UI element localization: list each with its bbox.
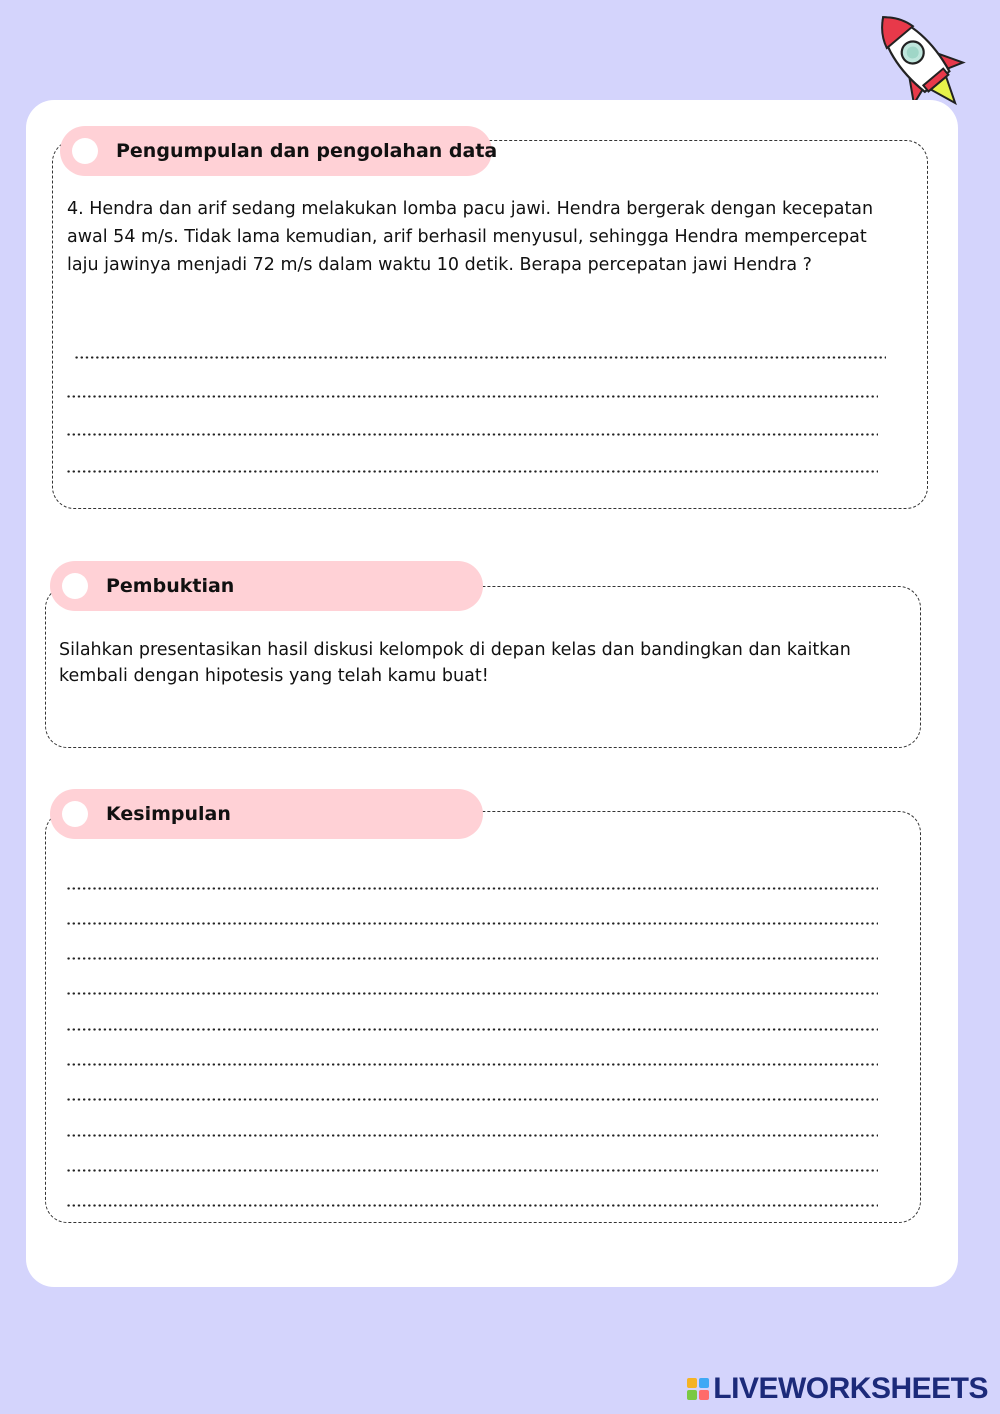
answer-line[interactable] — [66, 470, 878, 473]
conclusion-line[interactable] — [66, 1134, 878, 1137]
section-proof-header — [50, 561, 483, 611]
answer-line[interactable] — [66, 433, 878, 436]
bullet-dot-icon — [62, 573, 88, 599]
conclusion-line[interactable] — [66, 887, 878, 890]
brand-name: LIVEWORKSHEETS — [713, 1372, 988, 1405]
conclusion-line[interactable] — [66, 1028, 878, 1031]
answer-line[interactable] — [74, 356, 886, 359]
section-conclusion-header — [50, 789, 483, 839]
conclusion-line[interactable] — [66, 1063, 878, 1066]
question-text: 4. Hendra dan arif sedang melakukan lomba pacu jawi. Hendra bergerak dengan kecepatan awal 54 m/s. Tidak lama kemudian, arif berhasil menyusul, sehingga Hendra mempercepat laju jawinya menjadi 72 m/s dalam waktu 10 detik. Berapa percepatan jawi Hendra ? — [67, 199, 874, 275]
proof-instruction: Silahkan presentasikan hasil diskusi kelompok di depan kelas dan bandingkan dan kaitkan kembali dengan hipotesis yang telah kamu buat! — [59, 640, 851, 686]
bullet-dot-icon — [62, 801, 88, 827]
bullet-dot-icon — [72, 138, 98, 164]
liveworksheets-brand[interactable] — [687, 1372, 988, 1406]
section-conclusion-title: Kesimpulan — [106, 803, 231, 825]
conclusion-line[interactable] — [66, 1098, 878, 1101]
conclusion-line[interactable] — [66, 957, 878, 960]
section-proof-title: Pembuktian — [106, 575, 235, 597]
section-conclusion-box — [45, 811, 921, 1223]
section-data-title: Pengumpulan dan pengolahan data — [116, 140, 498, 162]
conclusion-line[interactable] — [66, 922, 878, 925]
conclusion-line[interactable] — [66, 1169, 878, 1172]
rocket-icon — [852, 0, 977, 108]
section-data-header — [60, 126, 498, 176]
answer-line[interactable] — [66, 395, 878, 398]
conclusion-line[interactable] — [66, 992, 878, 995]
liveworksheets-logo-icon — [687, 1378, 709, 1400]
conclusion-line[interactable] — [66, 1204, 878, 1207]
